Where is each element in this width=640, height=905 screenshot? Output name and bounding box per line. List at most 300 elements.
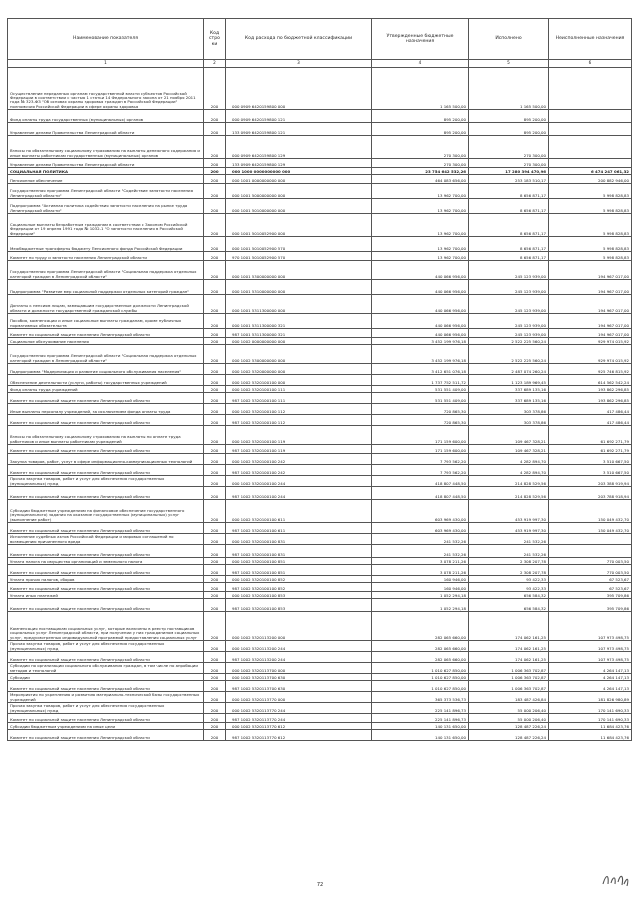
row-approved: 603 969 430,00 [372,500,469,523]
row-name: Прочая закупка товаров, работ и услуг для обеспечения государственных (муниципальных) нужд [8,703,204,714]
row-remaining: 5 998 828,83 [549,214,632,237]
row-kbk: 000 1002 5320100100 244 [226,476,372,487]
row-remaining: 194 967 017,00 [549,314,632,329]
table-row [8,338,632,345]
row-executed: 128 487 226,24 [469,730,549,741]
row-code: 200 [204,329,226,338]
row-remaining: 6 474 247 061,32 [549,168,632,175]
row-approved: 13 962 700,00 [372,199,469,214]
row-code: 200 [204,338,226,345]
table-row [8,487,632,500]
row-code: 200 [204,641,226,652]
row-approved: 1 010 627 850,00 [372,663,469,674]
row-remaining: 929 974 015,92 [549,338,632,345]
row-code: 200 [204,454,226,465]
row-code: 200 [204,426,226,445]
row-executed: 1 165 500,00 [469,68,549,110]
row-code: 200 [204,592,226,599]
table-row [8,136,632,159]
table-row [8,426,632,445]
row-remaining [549,123,632,136]
header-indicator-name: Наименование показателя [8,19,204,60]
row-kbk: 000 1002 5320100100 000 [226,375,372,386]
row-executed: 270 300,00 [469,159,549,168]
row-executed: 656 584,32 [469,592,549,599]
row-executed: 17 280 394 470,96 [469,168,549,175]
row-name: Подпрограмма "Модернизация и развитие социального обслуживания населения" [8,364,204,375]
row-approved: 531 551 409,00 [372,393,469,404]
table-row [8,723,632,730]
row-approved: 13 962 700,00 [372,252,469,261]
row-approved: 365 373 536,73 [372,692,469,703]
row-code: 200 [204,465,226,476]
row-executed: 2 487 074 260,24 [469,364,549,375]
table-row [8,329,632,338]
table-row [8,500,632,523]
row-kbk: 000 1000 0000000000 000 [226,168,372,175]
row-remaining: 417 486,44 [549,404,632,415]
row-name: Государственная программа Ленинградской области "Содействие занятости населения Ленинградской области" [8,184,204,199]
row-code: 200 [204,199,226,214]
row-remaining: 11 684 423,76 [549,723,632,730]
row-kbk: 987 1002 5320100100 611 [226,523,372,534]
table-row [8,184,632,199]
row-approved: 720 865,30 [372,415,469,426]
row-approved: 531 551 409,00 [372,386,469,393]
row-approved: 3 078 211,26 [372,565,469,576]
budget-execution-table [7,18,632,741]
row-approved: 1 010 627 850,00 [372,681,469,692]
row-executed: 2 522 225 560,24 [469,338,549,345]
row-name: Субсидии бюджетным учреждениям на иные цели [8,723,204,730]
row-name: Осуществление переданных органам государственной власти субъектов Российской Федерации в соответствии с частью 1 статьи 14 Федерального закона от 21 ноября 2011 года № 323-ФЗ "Об основах охраны здоровья граждан в Российской Федерации" полномочия Российской Федерации в сфере охраны здоровья [8,68,204,110]
row-approved: 13 962 700,00 [372,214,469,237]
row-approved: 1 052 294,18 [372,592,469,599]
row-remaining: 203 388 919,94 [549,476,632,487]
row-remaining: 5 998 828,83 [549,199,632,214]
row-name: Комитет по социальной защите населения Ленинградской области [8,545,204,558]
row-code: 200 [204,168,226,175]
row-executed: 174 062 161,25 [469,612,549,641]
row-remaining [549,110,632,123]
row-name: Исполнение судебных актов Российской Федерации и мировых соглашений по возмещению причиненного вреда [8,534,204,545]
row-executed: 1 123 189 969,45 [469,375,549,386]
table-row [8,592,632,599]
table-row [8,692,632,703]
row-remaining: 770 003,50 [549,558,632,565]
row-remaining: 4 264 147,13 [549,674,632,681]
row-executed: 337 689 135,16 [469,393,549,404]
row-name: Комитет по социальной защите населения Ленинградской области [8,487,204,500]
row-kbk: 000 0909 6420159800 121 [226,110,372,123]
row-approved: 160 946,00 [372,576,469,583]
row-name: Комитет по социальной защите населения Ленинградской области [8,565,204,576]
row-approved: 23 754 642 532,26 [372,168,469,175]
row-approved: 225 141 896,73 [372,714,469,723]
row-code: 200 [204,487,226,500]
row-executed: 895 200,00 [469,110,549,123]
row-executed: 303 378,86 [469,404,549,415]
table-row [8,386,632,393]
row-name: Комитет по социальной защите населения Ленинградской области [8,329,204,338]
row-approved: 440 066 956,00 [372,295,469,314]
table-row [8,641,632,652]
table-row [8,576,632,583]
row-approved: 282 065 660,00 [372,652,469,663]
table-row [8,314,632,329]
row-kbk: 000 1002 5320113200 244 [226,641,372,652]
row-name: Комитет по социальной защите населения Ленинградской области [8,523,204,534]
table-body [8,68,632,741]
row-name: Управление делами Правительства Ленинградской области [8,159,204,168]
row-kbk: 133 0909 6420159800 121 [226,123,372,136]
row-code: 200 [204,237,226,252]
row-name: Комитет по социальной защите населения Ленинградской области [8,652,204,663]
table-row [8,476,632,487]
row-remaining: 770 003,50 [549,565,632,576]
row-code: 200 [204,404,226,415]
table-row [8,199,632,214]
row-remaining: 170 141 690,33 [549,703,632,714]
row-approved: 171 159 600,00 [372,445,469,454]
row-remaining: 193 862 296,85 [549,386,632,393]
table-row [8,523,632,534]
row-kbk: 987 1002 5320100100 111 [226,393,372,404]
row-approved: 1 052 294,18 [372,599,469,612]
table-row [8,280,632,295]
table-row [8,110,632,123]
row-kbk: 987 1002 5320113770 244 [226,714,372,723]
row-name: Компенсация поставщикам социальных услуг, которые включены в реестр поставщиков социальных услуг Ленинградской области, при получении у них гражданином социальных услуг, предусмотренных индивидуальной программой предоставления социальных услуг [8,612,204,641]
table-row [8,612,632,641]
row-approved: 241 532,26 [372,534,469,545]
row-code: 200 [204,175,226,184]
row-kbk: 000 1002 5320100100 242 [226,454,372,465]
row-code: 200 [204,110,226,123]
row-code: 200 [204,703,226,714]
row-code: 200 [204,652,226,663]
row-executed: 270 300,00 [469,136,549,159]
row-remaining: 107 973 498,75 [549,641,632,652]
row-name: Взносы по обязательному социальному страхованию на выплаты по оплате труда работников и иные выплаты работникам учреждений [8,426,204,445]
row-approved: 1 010 627 850,00 [372,674,469,681]
table-row [8,123,632,136]
row-remaining: 925 746 815,92 [549,364,632,375]
row-code: 200 [204,692,226,703]
row-remaining: 61 692 271,79 [549,445,632,454]
row-remaining: 3 510 667,50 [549,454,632,465]
row-remaining: 194 967 017,00 [549,329,632,338]
row-kbk: 000 1002 5320100100 853 [226,592,372,599]
row-remaining: 150 049 432,70 [549,500,632,523]
table-row [8,652,632,663]
row-kbk: 987 1002 5320100100 112 [226,415,372,426]
row-executed: 55 000 206,40 [469,703,549,714]
table-row [8,714,632,723]
table-row [8,454,632,465]
row-kbk: 987 1002 5320100100 831 [226,545,372,558]
table-row [8,345,632,364]
row-executed: 656 584,32 [469,599,549,612]
row-kbk: 000 1002 5320100100 851 [226,558,372,565]
row-remaining [549,545,632,558]
row-executed: 303 378,86 [469,415,549,426]
row-remaining: 194 967 017,00 [549,261,632,280]
row-kbk: 000 1001 5311300000 000 [226,295,372,314]
row-executed: 453 919 997,30 [469,500,549,523]
row-code: 200 [204,599,226,612]
row-kbk: 000 1002 5320100100 852 [226,576,372,583]
row-remaining: 150 049 432,70 [549,523,632,534]
budget-report-sheet [7,18,631,741]
row-kbk: 000 1002 5320100100 119 [226,426,372,445]
row-executed: 128 487 226,24 [469,723,549,730]
row-approved: 282 065 660,00 [372,612,469,641]
table-row [8,534,632,545]
table-row [8,237,632,252]
row-code: 200 [204,261,226,280]
row-kbk: 000 1002 5320100100 111 [226,386,372,393]
row-name: Уплата налога на имущество организаций и земельного налога [8,558,204,565]
row-code: 200 [204,393,226,404]
row-kbk: 987 1001 5311300000 321 [226,329,372,338]
row-remaining: 614 562 542,24 [549,375,632,386]
row-name: Иные выплаты персоналу учреждений, за исключением фонда оплаты труда [8,404,204,415]
row-approved: 1 737 752 511,72 [372,375,469,386]
row-executed: 1 006 363 702,87 [469,663,549,674]
row-executed: 8 656 871,17 [469,237,549,252]
table-row [8,599,632,612]
column-number: 1 [8,60,204,68]
row-kbk: 000 1002 5300000000 000 [226,345,372,364]
row-kbk: 987 1002 5320100100 119 [226,445,372,454]
table-row [8,445,632,454]
row-kbk: 133 0909 6420159800 129 [226,159,372,168]
row-kbk: 000 1002 5320113770 244 [226,703,372,714]
header-row-code: Код стро ки [204,19,226,60]
row-name: Уплата прочих налогов, сборов [8,576,204,583]
row-kbk: 000 1002 5320000000 000 [226,364,372,375]
header-remaining: Неисполненные назначения [549,19,632,60]
row-approved: 895 200,00 [372,123,469,136]
row-kbk: 000 1001 5010052900 000 [226,214,372,237]
row-name: Субсидии по организации социального обслуживания граждан, в том числе по апробации методов и технологий [8,663,204,674]
table-row [8,252,632,261]
row-name: Комитет по социальной защите населения Ленинградской области [8,393,204,404]
row-executed: 2 522 225 560,24 [469,345,549,364]
row-code: 200 [204,500,226,523]
row-executed: 1 006 363 702,87 [469,674,549,681]
row-code: 200 [204,674,226,681]
row-executed: 183 487 426,84 [469,692,549,703]
row-kbk: 000 1002 0000000000 000 [226,338,372,345]
row-remaining: 200 882 946,00 [549,175,632,184]
row-kbk: 987 1002 5320113770 612 [226,730,372,741]
row-executed: 109 467 328,21 [469,426,549,445]
table-row [8,465,632,476]
row-executed: 214 828 529,56 [469,476,549,487]
row-kbk: 000 1002 5320113770 000 [226,692,372,703]
row-remaining: 929 974 015,92 [549,345,632,364]
row-remaining: 194 967 017,00 [549,295,632,314]
row-code: 200 [204,314,226,329]
row-kbk: 000 0909 6420159800 000 [226,68,372,110]
row-approved: 440 066 956,00 [372,329,469,338]
row-approved: 160 946,00 [372,583,469,592]
row-name: Межбюджетные трансферты бюджету Пенсионного фонда Российской Федерации [8,237,204,252]
row-code: 200 [204,375,226,386]
row-name: Фонд оплаты труда государственных (муниципальных) органов [8,110,204,123]
row-name: Комитет по социальной защите населения Ленинградской области [8,583,204,592]
row-approved: 3 078 211,26 [372,558,469,565]
row-name: Мероприятия по укреплению и развитию материально-технической базы государственных учреждений [8,692,204,703]
table-row [8,393,632,404]
row-name: Социальное обслуживание населения [8,338,204,345]
table-row [8,545,632,558]
table-row [8,214,632,237]
row-executed: 245 123 939,00 [469,280,549,295]
row-remaining: 193 862 296,85 [549,393,632,404]
row-approved: 3 452 199 976,18 [372,338,469,345]
row-name: Комитет по социальной защите населения Ленинградской области [8,714,204,723]
row-executed: 8 656 871,17 [469,199,549,214]
row-name: Подпрограмма "Активная политика содействия занятости населения на рынке труда Ленинградской области" [8,199,204,214]
row-executed: 174 062 161,25 [469,652,549,663]
row-executed: 245 123 939,00 [469,329,549,338]
row-executed: 895 200,00 [469,123,549,136]
header-executed: Исполнено [469,19,549,60]
row-executed: 245 123 939,00 [469,295,549,314]
table-row [8,261,632,280]
column-number: 3 [226,60,372,68]
row-kbk: 000 1002 5320100100 112 [226,404,372,415]
header-approved: Утвержденные бюджетные назначения [372,19,469,60]
row-code: 200 [204,576,226,583]
row-approved: 282 065 660,00 [372,641,469,652]
column-numbers-row [8,60,632,68]
table-row [8,583,632,592]
row-approved: 270 300,00 [372,159,469,168]
row-executed: 2 308 207,78 [469,565,549,576]
row-code: 200 [204,280,226,295]
row-code: 200 [204,612,226,641]
row-remaining: 4 264 147,13 [549,663,632,674]
row-executed: 241 532,26 [469,534,549,545]
row-name: СОЦИАЛЬНАЯ ПОЛИТИКА [8,168,204,175]
row-code: 200 [204,386,226,393]
row-code: 200 [204,415,226,426]
table-row [8,364,632,375]
row-kbk: 970 1001 5010052900 570 [226,252,372,261]
row-remaining: 395 709,86 [549,599,632,612]
row-name: Управление делами Правительства Ленинградской области [8,123,204,136]
row-code: 200 [204,565,226,576]
page-number: 72 [316,882,324,888]
row-remaining: 5 998 828,83 [549,237,632,252]
row-remaining: 107 973 498,75 [549,612,632,641]
table-row [8,404,632,415]
row-code: 200 [204,123,226,136]
row-kbk: 000 1001 5310000000 000 [226,280,372,295]
header-budget-classification: Код расхода по бюджетной классификации [226,19,372,60]
row-kbk: 000 1002 5320113200 000 [226,612,372,641]
row-name: Пособия, компенсации и иные социальные выплаты гражданам, кроме публичных нормативных обязательств [8,314,204,329]
row-code: 200 [204,159,226,168]
row-remaining: 181 826 980,89 [549,692,632,703]
row-approved: 720 865,30 [372,404,469,415]
row-name: Комитет по социальной защите населения Ленинградской области [8,730,204,741]
row-remaining: 61 692 271,79 [549,426,632,445]
row-name: Комитет по социальной защите населения Ленинградской области [8,445,204,454]
row-approved: 418 807 448,50 [372,487,469,500]
row-approved: 225 141 896,73 [372,703,469,714]
table-row [8,68,632,110]
row-name: Комитет по социальной защите населения Ленинградской области [8,681,204,692]
column-number: 4 [372,60,469,68]
row-executed: 55 000 206,40 [469,714,549,723]
row-name: Комитет по труду и занятости населения Ленинградской области [8,252,204,261]
row-remaining: 11 684 423,76 [549,730,632,741]
row-executed: 245 123 939,00 [469,261,549,280]
table-row [8,375,632,386]
row-name: Комитет по социальной защите населения Ленинградской области [8,599,204,612]
row-executed: 245 123 939,00 [469,314,549,329]
row-remaining: 5 998 828,83 [549,252,632,261]
row-remaining [549,68,632,110]
row-name: Уплата иных платежей [8,592,204,599]
row-code: 200 [204,714,226,723]
row-kbk: 000 0909 6420159800 129 [226,136,372,159]
row-remaining [549,136,632,159]
row-name: Субсидии [8,674,204,681]
row-remaining: 170 141 690,33 [549,714,632,723]
row-remaining: 395 709,86 [549,592,632,599]
row-approved: 418 807 448,50 [372,476,469,487]
row-kbk: 987 1002 5320113700 630 [226,681,372,692]
row-kbk: 987 1002 5320100100 853 [226,599,372,612]
row-kbk: 000 1001 5010000000 000 [226,199,372,214]
row-approved: 171 159 600,00 [372,426,469,445]
row-kbk: 000 1002 5320113700 630 [226,674,372,681]
row-executed: 109 467 328,21 [469,445,549,454]
row-code: 200 [204,345,226,364]
row-remaining [549,534,632,545]
row-remaining: 417 486,44 [549,415,632,426]
row-executed: 93 422,33 [469,576,549,583]
column-number: 5 [469,60,549,68]
row-approved: 7 793 562,20 [372,454,469,465]
row-name: Обеспечение деятельности (услуги, работы) государственных учреждений [8,375,204,386]
row-code: 200 [204,445,226,454]
row-remaining: 3 510 667,50 [549,465,632,476]
row-executed: 4 282 894,70 [469,454,549,465]
column-number: 2 [204,60,226,68]
table-row [8,168,632,175]
row-name: Пенсионное обеспечение [8,175,204,184]
row-kbk: 000 1002 5320100100 831 [226,534,372,545]
row-approved: 3 452 199 976,18 [372,345,469,364]
row-approved: 3 412 651 076,18 [372,364,469,375]
row-executed: 8 656 871,17 [469,214,549,237]
row-kbk: 000 1001 5311300000 321 [226,314,372,329]
row-approved: 895 200,00 [372,110,469,123]
table-row [8,674,632,681]
table-row [8,730,632,741]
row-code: 200 [204,730,226,741]
row-kbk: 987 1002 5320113200 244 [226,652,372,663]
row-name: Субсидии бюджетным учреждениям на финансовое обеспечение государственного (муниципального) задания на оказание государственных (муниципальных) услуг (выполнение работ) [8,500,204,523]
row-name: Подпрограмма "Развитие мер социальной поддержки отдельных категорий граждан" [8,280,204,295]
